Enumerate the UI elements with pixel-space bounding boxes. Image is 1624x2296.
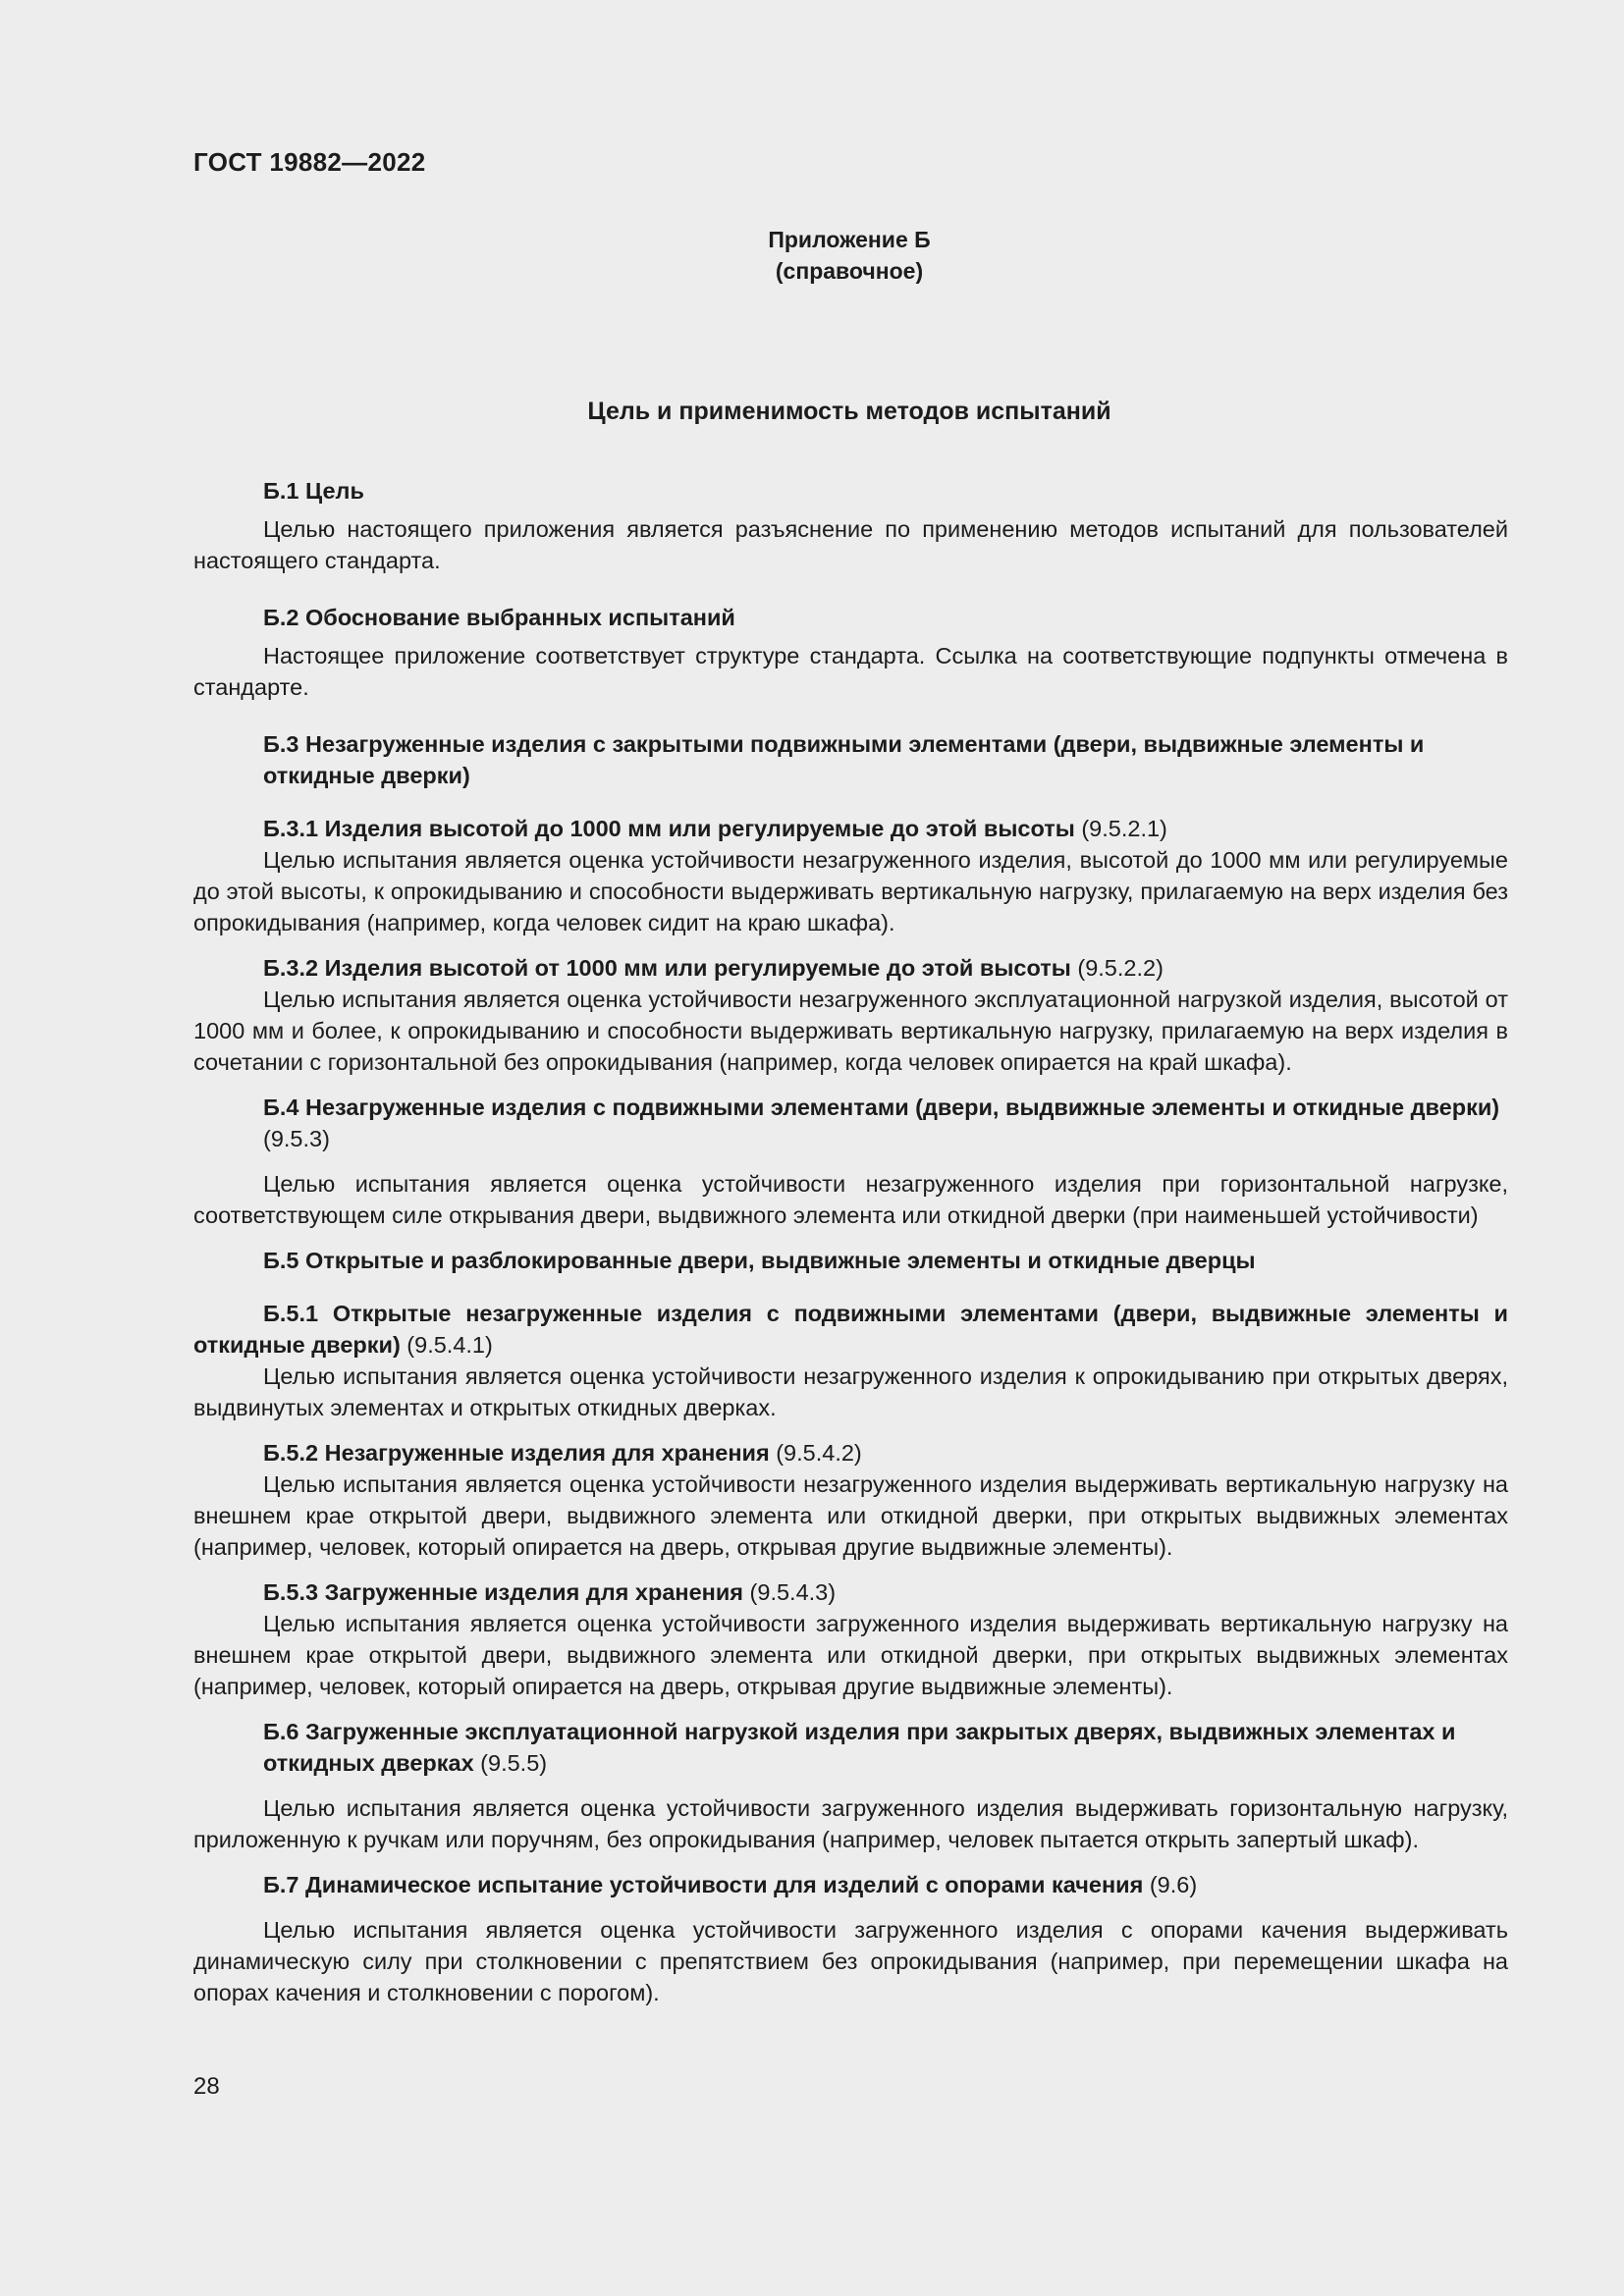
b6-ref: (9.5.5) bbox=[473, 1750, 548, 1776]
standard-designation: ГОСТ 19882—2022 bbox=[193, 147, 426, 177]
appendix-title-block bbox=[0, 224, 1624, 287]
b1-text: Целью настоящего приложения является разъяснение по применению методов испытаний для пользователей настоящего стандарта. bbox=[193, 516, 1508, 573]
document-body bbox=[193, 475, 1508, 2008]
b31-heading bbox=[193, 813, 1508, 844]
b52-heading bbox=[193, 1437, 1508, 1468]
b6-heading bbox=[193, 1716, 1508, 1779]
appendix-type: (справочное) bbox=[775, 258, 924, 284]
b32-ref: (9.5.2.2) bbox=[1070, 955, 1164, 981]
b53-text: Целью испытания является оценка устойчивости загруженного изделия выдерживать вертикальную нагрузку на внешнем крае открытой двери, выдвижного элемента или откидной дверки, при открытых выдвижных элементах (например, человек, который опирается на дверь, открывая другие выдвижные элементы). bbox=[193, 1611, 1508, 1699]
b31-text: Целью испытания является оценка устойчивости незагруженного изделия, высотой до 1000 мм или регулируемые до этой высоты, к опрокидыванию и способности выдерживать вертикальную нагрузку, прилагаемую на верх изделия без опрокидывания (например, когда человек сидит на краю шкафа). bbox=[193, 847, 1508, 935]
b51-heading-text: Б.5.1 Открытые незагруженные изделия с подвижными элементами (двери, выдвижные элементы и откидные дверки) bbox=[193, 1301, 1508, 1358]
b31-heading-text: Б.3.1 Изделия высотой до 1000 мм или регулируемые до этой высоты bbox=[263, 816, 1075, 841]
b2-heading: Б.2 Обоснование выбранных испытаний bbox=[263, 605, 735, 630]
b7-heading bbox=[193, 1869, 1508, 1900]
b4-ref: (9.5.3) bbox=[263, 1126, 330, 1151]
b7-text: Целью испытания является оценка устойчивости загруженного изделия с опорами качения выдерживать динамическую силу при столкновении с препятствием без опрокидывания (например, при перемещении шкафа на опорах качения и столкновении с порогом). bbox=[193, 1917, 1508, 2005]
b52-text: Целью испытания является оценка устойчивости незагруженного изделия выдерживать вертикальную нагрузку на внешнем крае открытой двери, выдвижного элемента или откидной дверки, при открытых выдвижных элементах (например, человек, который опирается на дверь, открывая другие выдвижные элементы). bbox=[193, 1471, 1508, 1560]
b4-text: Целью испытания является оценка устойчивости незагруженного изделия при горизонтальной нагрузке, соответствующем силе открывания двери, выдвижного элемента или откидной дверки (при наименьшей устойчивости) bbox=[193, 1171, 1508, 1228]
b32-heading bbox=[193, 952, 1508, 984]
b7-ref: (9.6) bbox=[1143, 1872, 1198, 1897]
b2-text: Настоящее приложение соответствует структуре стандарта. Ссылка на соответствующие подпункты отмечена в стандарте. bbox=[193, 643, 1508, 700]
b6-heading-text: Б.6 Загруженные эксплуатационной нагрузкой изделия при закрытых дверях, выдвижных элементах и откидных дверках bbox=[263, 1719, 1456, 1776]
b52-heading-text: Б.5.2 Незагруженные изделия для хранения bbox=[263, 1440, 770, 1466]
page-number: 28 bbox=[193, 2073, 220, 2100]
section-heading: Цель и применимость методов испытаний bbox=[587, 398, 1111, 425]
b1-heading: Б.1 Цель bbox=[263, 478, 364, 504]
b4-heading bbox=[193, 1092, 1508, 1154]
b3-heading: Б.3 Незагруженные изделия с закрытыми подвижными элементами (двери, выдвижные элементы и откидные дверки) bbox=[263, 731, 1425, 788]
b53-ref: (9.5.4.3) bbox=[743, 1579, 837, 1605]
b31-ref: (9.5.2.1) bbox=[1074, 816, 1167, 841]
b53-heading bbox=[193, 1576, 1508, 1608]
b51-text: Целью испытания является оценка устойчивости незагруженного изделия к опрокидыванию при открытых дверях, выдвинутых элементах и открытых откидных дверках. bbox=[193, 1363, 1508, 1420]
appendix-title: Приложение Б bbox=[768, 227, 931, 252]
b5-heading: Б.5 Открытые и разблокированные двери, выдвижные элементы и откидные дверцы bbox=[263, 1248, 1256, 1273]
b51-ref: (9.5.4.1) bbox=[400, 1332, 493, 1358]
b32-text: Целью испытания является оценка устойчивости незагруженного эксплуатационной нагрузкой изделия, высотой от 1000 мм и более, к опрокидыванию и способности выдерживать вертикальную нагрузку, прилагаемую на верх изделия в сочетании с горизонтальной без опрокидывания (например, когда человек опирается на край шкафа). bbox=[193, 987, 1508, 1075]
b7-heading-text: Б.7 Динамическое испытание устойчивости для изделий с опорами качения bbox=[263, 1872, 1144, 1897]
b52-ref: (9.5.4.2) bbox=[769, 1440, 862, 1466]
b53-heading-text: Б.5.3 Загруженные изделия для хранения bbox=[263, 1579, 744, 1605]
b4-heading-text: Б.4 Незагруженные изделия с подвижными элементами (двери, выдвижные элементы и откидные дверки) bbox=[263, 1095, 1500, 1120]
b32-heading-text: Б.3.2 Изделия высотой от 1000 мм или регулируемые до этой высоты bbox=[263, 955, 1071, 981]
b51-heading bbox=[193, 1298, 1508, 1361]
b6-text: Целью испытания является оценка устойчивости загруженного изделия выдерживать горизонтальную нагрузку, приложенную к ручкам или поручням, без опрокидывания (например, человек пытается открыть запертый шкаф). bbox=[193, 1795, 1508, 1852]
